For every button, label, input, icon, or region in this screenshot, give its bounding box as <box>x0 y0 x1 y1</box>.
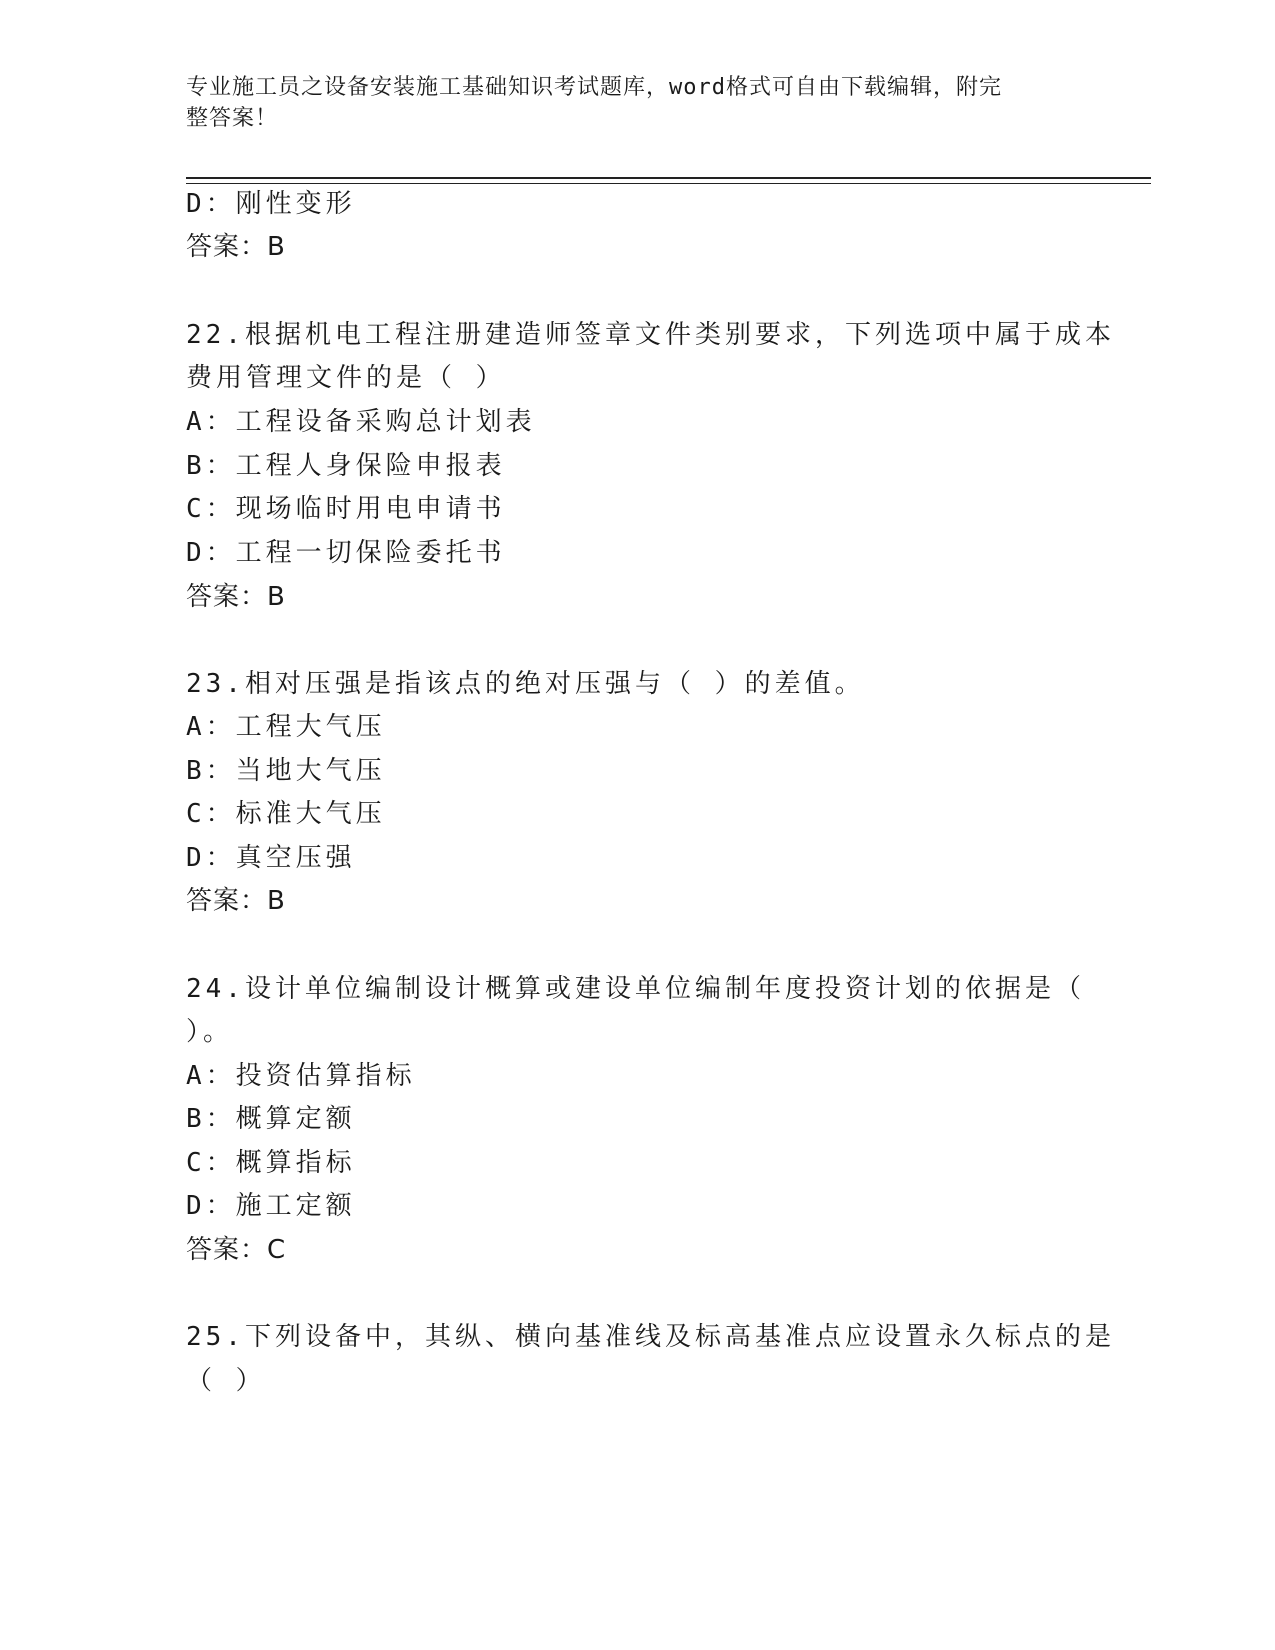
q23-stem-line-1: 23.相对压强是指该点的绝对压强与（ ）的差值。 <box>186 669 865 699</box>
q24-option-b: B：概算定额 <box>186 1104 356 1134</box>
q23-answer: 答案：B <box>186 886 286 916</box>
q24-stem-line-2: ）。 <box>186 1017 234 1047</box>
header-line-1: 专业施工员之设备安装施工基础知识考试题库，word格式可自由下载编辑，附完 <box>186 75 1002 100</box>
q21-option-d: D：刚性变形 <box>186 189 356 219</box>
q22-option-a: A：工程设备采购总计划表 <box>186 407 536 437</box>
document-header <box>186 72 1066 134</box>
header-line-2: 整答案！ <box>186 106 279 131</box>
q24-stem-line-1: 24.设计单位编制设计概算或建设单位编制年度投资计划的依据是（ <box>186 974 1085 1004</box>
q24-option-a: A：投资估算指标 <box>186 1061 416 1091</box>
q22-option-d: D：工程一切保险委托书 <box>186 538 506 568</box>
q24-answer: 答案：C <box>186 1235 287 1265</box>
q21-answer: 答案：B <box>186 232 286 262</box>
q22-stem-line-1: 22.根据机电工程注册建造师签章文件类别要求，下列选项中属于成本 <box>186 320 1115 350</box>
q23-option-d: D：真空压强 <box>186 843 356 873</box>
q22-stem-line-2: 费用管理文件的是（ ） <box>186 363 506 393</box>
q22-option-b: B：工程人身保险申报表 <box>186 451 506 481</box>
q22-answer: 答案：B <box>186 582 286 612</box>
header-divider-thin <box>186 183 1151 184</box>
q22-option-c: C：现场临时用电申请书 <box>186 494 506 524</box>
q24-option-d: D：施工定额 <box>186 1191 356 1221</box>
q23-option-a: A：工程大气压 <box>186 712 386 742</box>
q25-stem-line-2: （ ） <box>186 1366 266 1396</box>
q24-option-c: C：概算指标 <box>186 1148 356 1178</box>
header-divider-thick <box>186 177 1151 179</box>
q23-option-c: C：标准大气压 <box>186 799 386 829</box>
q23-option-b: B：当地大气压 <box>186 756 386 786</box>
q25-stem-line-1: 25.下列设备中，其纵、横向基准线及标高基准点应设置永久标点的是 <box>186 1322 1115 1352</box>
